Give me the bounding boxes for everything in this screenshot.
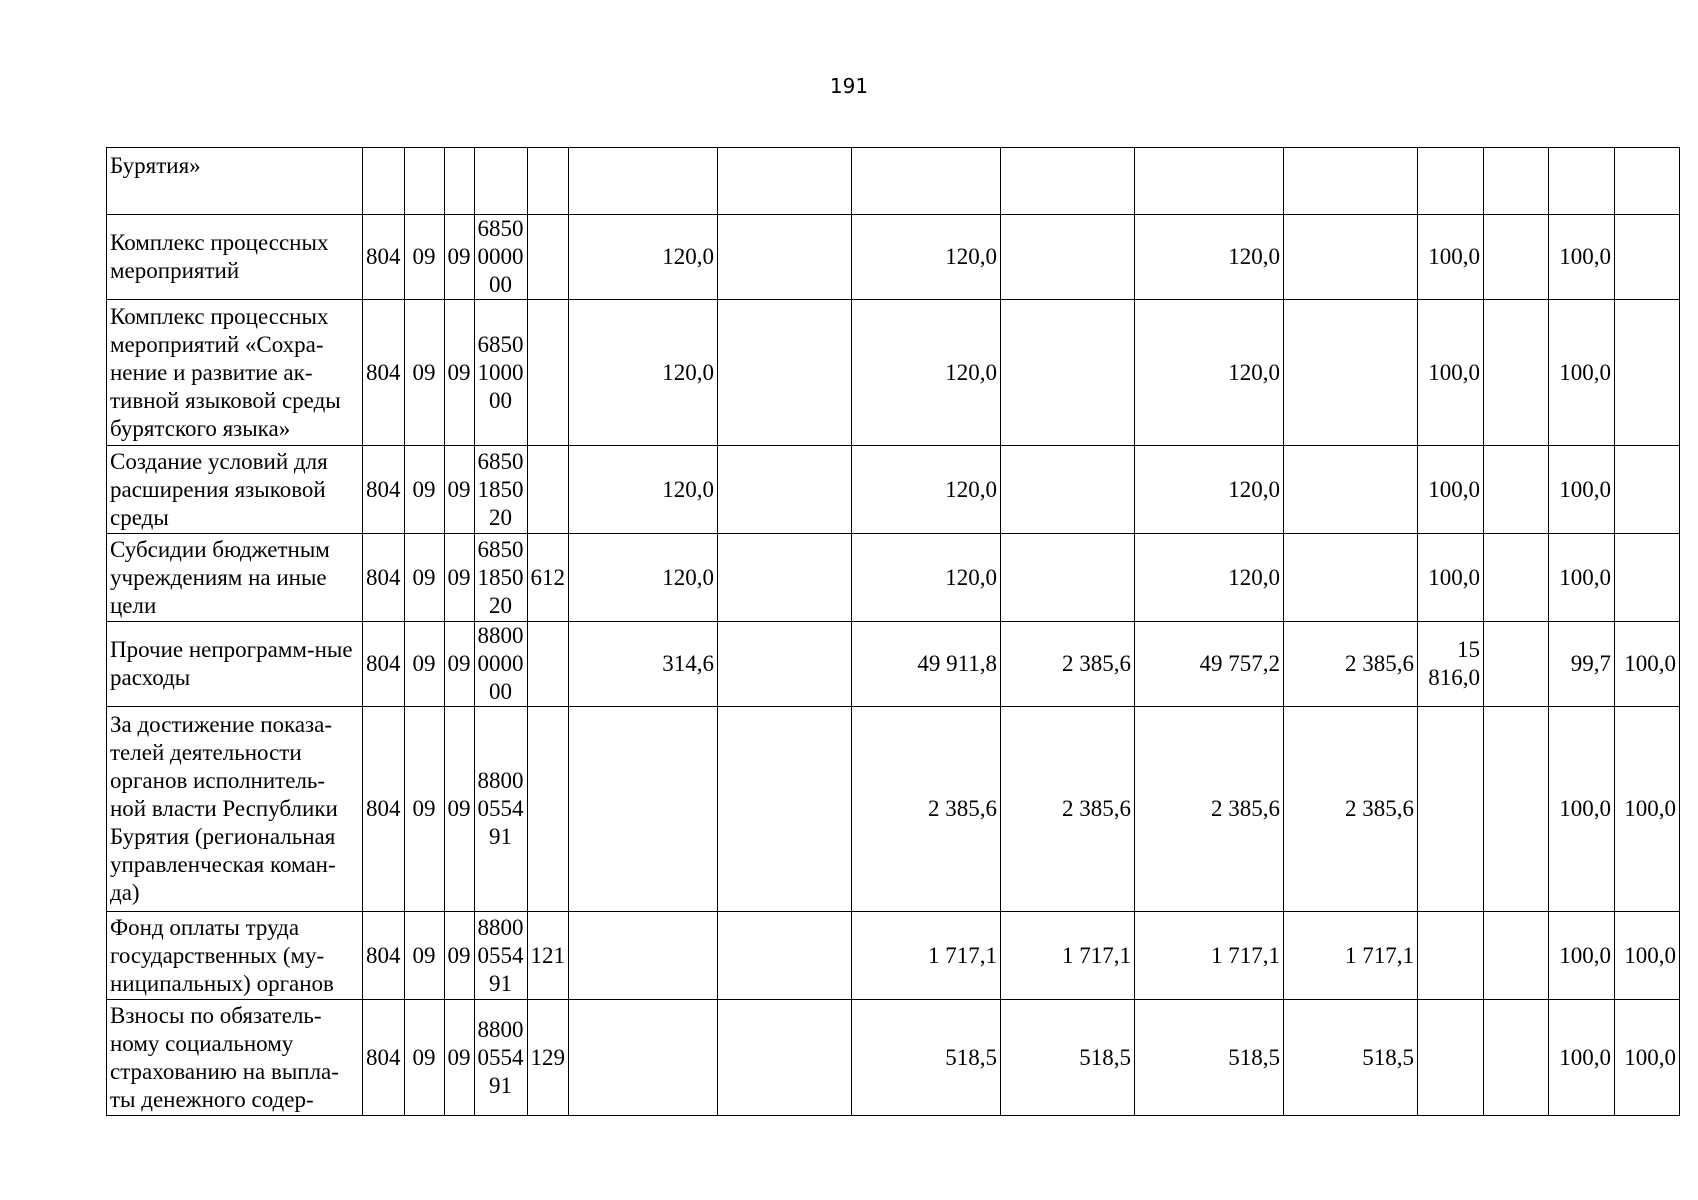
table-row [107, 707, 1680, 912]
table-body [107, 148, 1680, 1116]
table-row [107, 300, 1680, 446]
grbs-code-cell: 804 [363, 215, 405, 300]
amount-cell-7: 100,0 [1418, 300, 1484, 446]
target-article-code-cell: 8800 0554 91 [474, 707, 527, 912]
amount-cell-1 [569, 912, 718, 1000]
amount-cell-4 [1001, 148, 1135, 215]
amount-cell-5: 49 757,2 [1135, 622, 1284, 707]
grbs-code-cell [363, 148, 405, 215]
section-code-cell: 09 [404, 707, 444, 912]
section-code-cell: 09 [404, 912, 444, 1000]
amount-cell-4: 2 385,6 [1001, 622, 1135, 707]
amount-cell-2 [718, 148, 852, 215]
amount-cell-5: 1 717,1 [1135, 912, 1284, 1000]
subsection-code-cell: 09 [444, 534, 474, 622]
row-name-cell: За достижение показа-телей деятельности органов исполнитель-ной власти Республики Бурятия (региональная управленческая коман-да) [107, 707, 363, 912]
amount-cell-1 [569, 707, 718, 912]
amount-cell-8 [1484, 622, 1549, 707]
row-name-cell: Бурятия» [107, 148, 363, 215]
table-row [107, 622, 1680, 707]
amount-cell-4 [1001, 446, 1135, 534]
amount-cell-6 [1284, 215, 1418, 300]
row-name-cell: Субсидии бюджетным учреждениям на иные цели [107, 534, 363, 622]
expense-type-code-cell: 121 [527, 912, 569, 1000]
table-row [107, 446, 1680, 534]
amount-cell-3: 120,0 [852, 534, 1001, 622]
subsection-code-cell: 09 [444, 622, 474, 707]
grbs-code-cell: 804 [363, 446, 405, 534]
amount-cell-8 [1484, 707, 1549, 912]
amount-cell-3: 49 911,8 [852, 622, 1001, 707]
percent-cell-10 [1615, 215, 1680, 300]
expense-type-code-cell [527, 707, 569, 912]
section-code-cell: 09 [404, 534, 444, 622]
amount-cell-2 [718, 912, 852, 1000]
percent-cell-9: 100,0 [1549, 912, 1615, 1000]
amount-cell-6 [1284, 534, 1418, 622]
amount-cell-7: 100,0 [1418, 215, 1484, 300]
table-row [107, 148, 1680, 215]
amount-cell-4 [1001, 215, 1135, 300]
amount-cell-4 [1001, 534, 1135, 622]
table-row [107, 1000, 1680, 1116]
amount-cell-1 [569, 148, 718, 215]
amount-cell-2 [718, 215, 852, 300]
amount-cell-4 [1001, 300, 1135, 446]
percent-cell-10 [1615, 534, 1680, 622]
amount-cell-1: 120,0 [569, 534, 718, 622]
amount-cell-2 [718, 622, 852, 707]
expense-type-code-cell [527, 446, 569, 534]
amount-cell-4: 2 385,6 [1001, 707, 1135, 912]
target-article-code-cell: 6850 1000 00 [474, 300, 527, 446]
expense-type-code-cell: 129 [527, 1000, 569, 1116]
percent-cell-10: 100,0 [1615, 912, 1680, 1000]
amount-cell-6 [1284, 148, 1418, 215]
percent-cell-9: 100,0 [1549, 707, 1615, 912]
section-code-cell: 09 [404, 300, 444, 446]
amount-cell-3: 120,0 [852, 300, 1001, 446]
amount-cell-3: 518,5 [852, 1000, 1001, 1116]
amount-cell-5: 120,0 [1135, 534, 1284, 622]
page-number: 191 [829, 74, 869, 98]
expense-type-code-cell [527, 622, 569, 707]
amount-cell-5 [1135, 148, 1284, 215]
percent-cell-9: 99,7 [1549, 622, 1615, 707]
grbs-code-cell: 804 [363, 1000, 405, 1116]
grbs-code-cell: 804 [363, 534, 405, 622]
amount-cell-2 [718, 1000, 852, 1116]
amount-cell-7: 15 816,0 [1418, 622, 1484, 707]
amount-cell-6: 1 717,1 [1284, 912, 1418, 1000]
percent-cell-10 [1615, 300, 1680, 446]
grbs-code-cell: 804 [363, 300, 405, 446]
amount-cell-2 [718, 446, 852, 534]
amount-cell-5: 2 385,6 [1135, 707, 1284, 912]
target-article-code-cell [474, 148, 527, 215]
percent-cell-10: 100,0 [1615, 1000, 1680, 1116]
amount-cell-2 [718, 534, 852, 622]
percent-cell-10: 100,0 [1615, 707, 1680, 912]
amount-cell-8 [1484, 446, 1549, 534]
amount-cell-2 [718, 707, 852, 912]
subsection-code-cell: 09 [444, 1000, 474, 1116]
row-name-cell: Комплекс процессных мероприятий [107, 215, 363, 300]
amount-cell-1: 120,0 [569, 300, 718, 446]
target-article-code-cell: 8800 0000 00 [474, 622, 527, 707]
table-row [107, 912, 1680, 1000]
amount-cell-1: 120,0 [569, 215, 718, 300]
amount-cell-6: 2 385,6 [1284, 622, 1418, 707]
amount-cell-3: 120,0 [852, 215, 1001, 300]
row-name-cell: Создание условий для расширения языковой среды [107, 446, 363, 534]
target-article-code-cell: 8800 0554 91 [474, 912, 527, 1000]
expense-type-code-cell [527, 300, 569, 446]
amount-cell-2 [718, 300, 852, 446]
percent-cell-10: 100,0 [1615, 622, 1680, 707]
amount-cell-8 [1484, 300, 1549, 446]
target-article-code-cell: 6850 1850 20 [474, 534, 527, 622]
section-code-cell [404, 148, 444, 215]
grbs-code-cell: 804 [363, 912, 405, 1000]
table-row [107, 534, 1680, 622]
subsection-code-cell: 09 [444, 707, 474, 912]
amount-cell-8 [1484, 1000, 1549, 1116]
subsection-code-cell: 09 [444, 912, 474, 1000]
amount-cell-5: 120,0 [1135, 300, 1284, 446]
amount-cell-6 [1284, 300, 1418, 446]
expense-type-code-cell [527, 215, 569, 300]
amount-cell-4: 1 717,1 [1001, 912, 1135, 1000]
amount-cell-1: 314,6 [569, 622, 718, 707]
amount-cell-1: 120,0 [569, 446, 718, 534]
amount-cell-7 [1418, 1000, 1484, 1116]
amount-cell-7: 100,0 [1418, 446, 1484, 534]
grbs-code-cell: 804 [363, 707, 405, 912]
subsection-code-cell: 09 [444, 300, 474, 446]
percent-cell-9: 100,0 [1549, 215, 1615, 300]
budget-table [106, 147, 1680, 1116]
amount-cell-7 [1418, 707, 1484, 912]
subsection-code-cell: 09 [444, 446, 474, 534]
amount-cell-1 [569, 1000, 718, 1116]
section-code-cell: 09 [404, 215, 444, 300]
section-code-cell: 09 [404, 622, 444, 707]
percent-cell-9: 100,0 [1549, 1000, 1615, 1116]
row-name-cell: Взносы по обязатель-ному социальному страхованию на выпла-ты денежного содер- [107, 1000, 363, 1116]
amount-cell-6 [1284, 446, 1418, 534]
percent-cell-9 [1549, 148, 1615, 215]
amount-cell-7: 100,0 [1418, 534, 1484, 622]
amount-cell-7 [1418, 148, 1484, 215]
amount-cell-6: 2 385,6 [1284, 707, 1418, 912]
percent-cell-9: 100,0 [1549, 446, 1615, 534]
amount-cell-5: 120,0 [1135, 215, 1284, 300]
grbs-code-cell: 804 [363, 622, 405, 707]
amount-cell-3: 120,0 [852, 446, 1001, 534]
table-row [107, 215, 1680, 300]
amount-cell-3: 1 717,1 [852, 912, 1001, 1000]
target-article-code-cell: 6850 1850 20 [474, 446, 527, 534]
amount-cell-8 [1484, 215, 1549, 300]
amount-cell-3: 2 385,6 [852, 707, 1001, 912]
section-code-cell: 09 [404, 446, 444, 534]
percent-cell-10 [1615, 148, 1680, 215]
amount-cell-4: 518,5 [1001, 1000, 1135, 1116]
subsection-code-cell [444, 148, 474, 215]
expense-type-code-cell [527, 148, 569, 215]
section-code-cell: 09 [404, 1000, 444, 1116]
row-name-cell: Комплекс процессных мероприятий «Сохра-нение и развитие ак-тивной языковой среды бурятского языка» [107, 300, 363, 446]
amount-cell-5: 518,5 [1135, 1000, 1284, 1116]
expense-type-code-cell: 612 [527, 534, 569, 622]
amount-cell-8 [1484, 912, 1549, 1000]
row-name-cell: Прочие непрограмм-ные расходы [107, 622, 363, 707]
subsection-code-cell: 09 [444, 215, 474, 300]
amount-cell-8 [1484, 534, 1549, 622]
target-article-code-cell: 6850 0000 00 [474, 215, 527, 300]
percent-cell-9: 100,0 [1549, 534, 1615, 622]
amount-cell-3 [852, 148, 1001, 215]
percent-cell-9: 100,0 [1549, 300, 1615, 446]
amount-cell-6: 518,5 [1284, 1000, 1418, 1116]
amount-cell-7 [1418, 912, 1484, 1000]
amount-cell-8 [1484, 148, 1549, 215]
amount-cell-5: 120,0 [1135, 446, 1284, 534]
percent-cell-10 [1615, 446, 1680, 534]
target-article-code-cell: 8800 0554 91 [474, 1000, 527, 1116]
row-name-cell: Фонд оплаты труда государственных (му-ниципальных) органов [107, 912, 363, 1000]
